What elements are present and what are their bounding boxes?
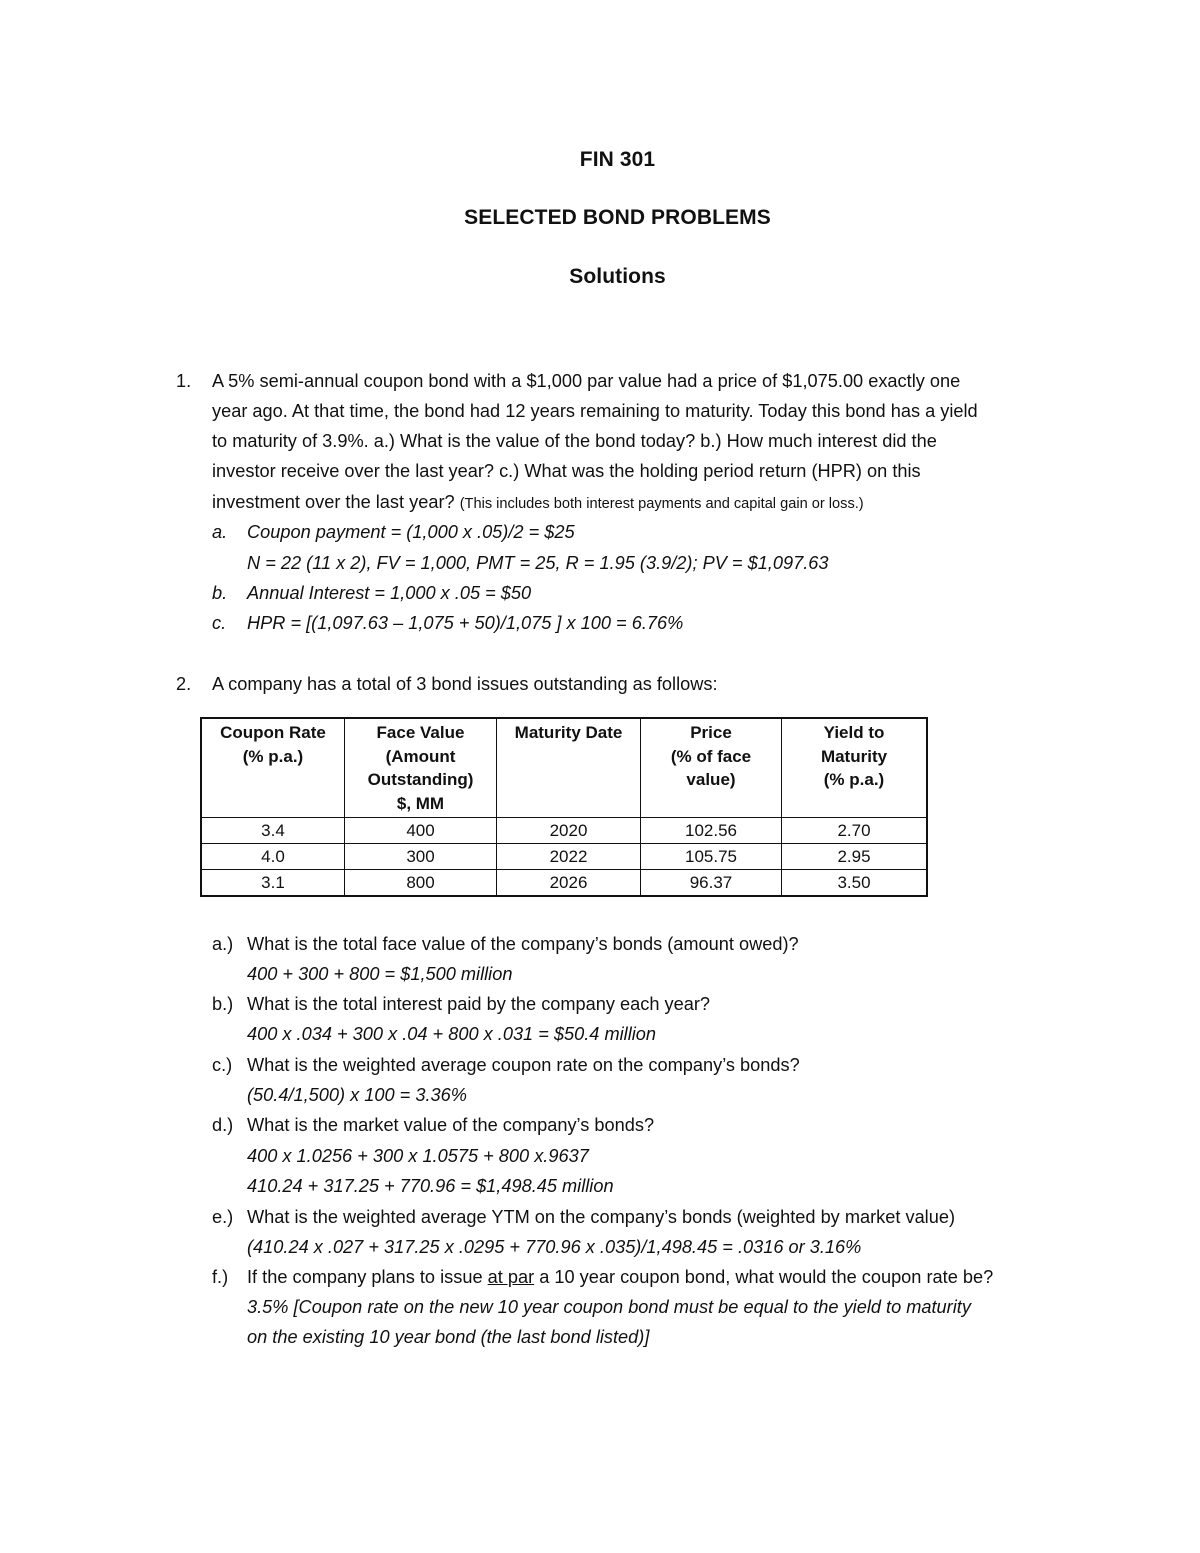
cell-price: 102.56 — [641, 818, 782, 844]
problem-2-number: 2. — [176, 674, 192, 694]
cell-price: 105.75 — [641, 844, 782, 870]
answer-1b-line: Annual Interest = 1,000 x .05 = $50 — [247, 583, 532, 603]
table-row — [201, 870, 927, 897]
question-2c-label: c.) — [212, 1055, 233, 1075]
answer-2d-line: 410.24 + 317.25 + 770.96 = $1,498.45 million — [247, 1176, 614, 1196]
question-2b-label: b.) — [212, 994, 234, 1014]
cell-coupon-rate: 3.4 — [201, 818, 345, 844]
header-price: Price (% of face value) — [641, 718, 782, 818]
course-title: FIN 301 — [579, 148, 656, 171]
question-2e: What is the weighted average YTM on the company’s bonds (weighted by market value) — [247, 1207, 956, 1227]
cell-coupon-rate: 3.1 — [201, 870, 345, 897]
problem-1-text-line: year ago. At that time, the bond had 12 years remaining to maturity. Today this bond has a yield — [212, 401, 978, 421]
bond-issues-table — [200, 717, 928, 897]
cell-face-value: 400 — [345, 818, 497, 844]
question-2b: What is the total interest paid by the company each year? — [247, 994, 711, 1014]
question-2a: What is the total face value of the company’s bonds (amount owed)? — [247, 934, 799, 954]
header-face-value: Face Value (Amount Outstanding) $, MM — [345, 718, 497, 818]
answer-1a-label: a. — [212, 522, 228, 542]
answer-1b-label: b. — [212, 583, 228, 603]
answer-2c: (50.4/1,500) x 100 = 3.36% — [247, 1085, 467, 1105]
problem-1-number: 1. — [176, 371, 192, 391]
question-2f-label: f.) — [212, 1267, 229, 1287]
question-2a-label: a.) — [212, 934, 234, 954]
problem-1-text-last-line — [212, 490, 864, 516]
answer-1c-line: HPR = [(1,097.63 – 1,075 + 50)/1,075 ] x 100 = 6.76% — [247, 613, 684, 633]
answer-1c-label: c. — [212, 613, 227, 633]
header-coupon-rate: Coupon Rate (% p.a.) — [201, 718, 345, 818]
answer-2b: 400 x .034 + 300 x .04 + 800 x .031 = $50.4 million — [247, 1024, 657, 1044]
cell-maturity-date: 2020 — [497, 818, 641, 844]
answer-2f-line: on the existing 10 year bond (the last bond listed)] — [247, 1327, 650, 1347]
question-2f: If the company plans to issue at par a 10 year coupon bond, what would the coupon rate be? — [247, 1267, 994, 1287]
problem-1-text-line: to maturity of 3.9%. a.) What is the value of the bond today? b.) How much interest did the — [212, 431, 937, 451]
problem-2-intro: A company has a total of 3 bond issues outstanding as follows: — [212, 674, 718, 694]
answer-2d-line: 400 x 1.0256 + 300 x 1.0575 + 800 x.9637 — [247, 1146, 589, 1166]
cell-yield: 2.95 — [782, 844, 928, 870]
table-header-row — [201, 718, 927, 818]
at-par-underlined: at par — [487, 1267, 535, 1287]
cell-face-value: 800 — [345, 870, 497, 897]
answer-2f-line: 3.5% [Coupon rate on the new 10 year coupon bond must be equal to the yield to maturity — [247, 1297, 971, 1317]
question-2e-label: e.) — [212, 1207, 234, 1227]
answer-1a-line: Coupon payment = (1,000 x .05)/2 = $25 — [247, 522, 575, 542]
problem-1-text-line: A 5% semi-annual coupon bond with a $1,000 par value had a price of $1,075.00 exactly one — [212, 371, 961, 391]
cell-price: 96.37 — [641, 870, 782, 897]
problem-1-text-line: investor receive over the last year? c.) What was the holding period return (HPR) on this — [212, 461, 921, 481]
header-yield-to-maturity: Yield to Maturity (% p.a.) — [782, 718, 928, 818]
question-2c: What is the weighted average coupon rate on the company’s bonds? — [247, 1055, 800, 1075]
cell-maturity-date: 2026 — [497, 870, 641, 897]
table-row — [201, 844, 927, 870]
answer-1a-line: N = 22 (11 x 2), FV = 1,000, PMT = 25, R = 1.95 (3.9/2); PV = $1,097.63 — [247, 553, 829, 573]
question-2d-label: d.) — [212, 1115, 234, 1135]
cell-coupon-rate: 4.0 — [201, 844, 345, 870]
document-title: SELECTED BOND PROBLEMS — [464, 206, 771, 229]
cell-maturity-date: 2022 — [497, 844, 641, 870]
header-maturity-date: Maturity Date — [497, 718, 641, 818]
cell-face-value: 300 — [345, 844, 497, 870]
cell-yield: 3.50 — [782, 870, 928, 897]
question-2d: What is the market value of the company’s bonds? — [247, 1115, 655, 1135]
answer-2e: (410.24 x .027 + 317.25 x .0295 + 770.96 x .035)/1,498.45 = .0316 or 3.16% — [247, 1237, 862, 1257]
problem-1-note: (This includes both interest payments and capital gain or loss.) — [459, 496, 864, 512]
document-subtitle: Solutions — [569, 265, 666, 288]
table-row — [201, 818, 927, 844]
cell-yield: 2.70 — [782, 818, 928, 844]
answer-2a: 400 + 300 + 800 = $1,500 million — [247, 964, 513, 984]
problem-1-text-main: investment over the last year? — [212, 492, 455, 512]
